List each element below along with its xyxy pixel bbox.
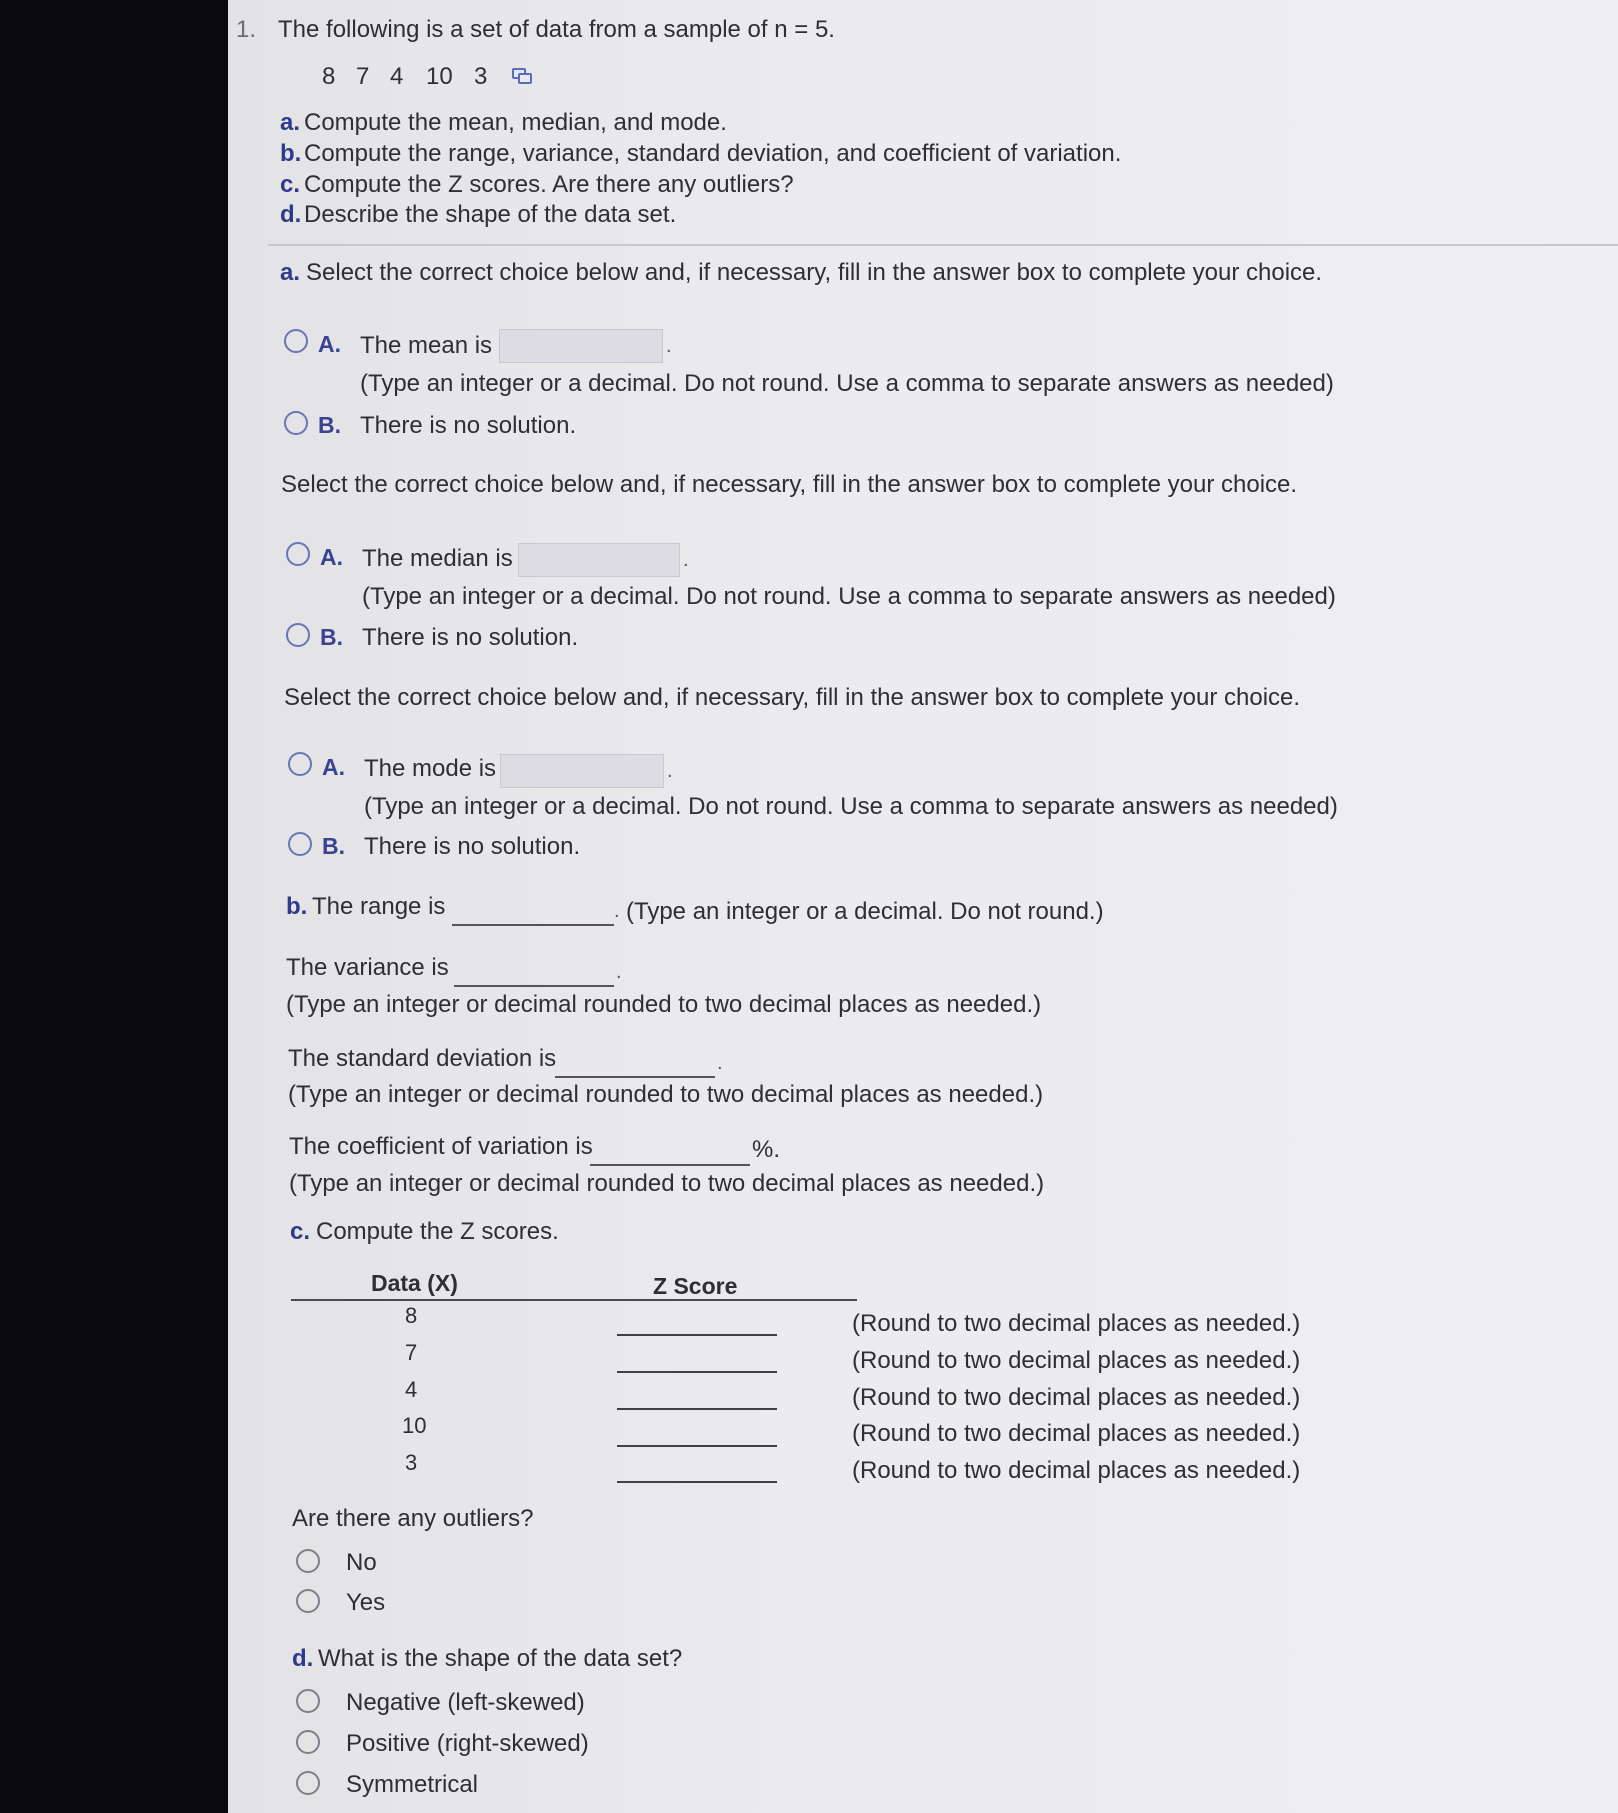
- mean-choice-b-radio[interactable]: [284, 411, 308, 435]
- mean-choice-b-letter: B.: [318, 412, 341, 438]
- range-answer-field[interactable]: [452, 924, 614, 926]
- part-c-letter: c.: [290, 1218, 311, 1245]
- part-a-instruction: Select the correct choice below and, if necessary, fill in the answer box to complete your choice.: [306, 259, 1323, 286]
- z-score-field[interactable]: [617, 1408, 777, 1410]
- part-a-letter: a.: [280, 259, 301, 286]
- median-instruction: Select the correct choice below and, if necessary, fill in the answer box to complete your choice.: [281, 471, 1298, 498]
- data-x: 7: [405, 1340, 418, 1365]
- median-answer-box[interactable]: [518, 543, 680, 577]
- cv-answer-field[interactable]: [590, 1164, 750, 1166]
- shape-symmetrical-radio[interactable]: [296, 1771, 320, 1795]
- mean-choice-b-text: There is no solution.: [360, 412, 577, 439]
- mode-choice-a-letter: A.: [322, 754, 345, 780]
- part-letter: c.: [280, 171, 301, 198]
- median-choice-b-text: There is no solution.: [362, 624, 579, 651]
- variance-label: The variance is: [286, 954, 449, 981]
- z-score-field[interactable]: [617, 1445, 777, 1447]
- median-choice-b-letter: B.: [320, 624, 343, 650]
- std-answer-field[interactable]: [555, 1076, 715, 1078]
- variance-hint: (Type an integer or decimal rounded to two decimal places as needed.): [286, 991, 1042, 1018]
- data-x: 8: [405, 1303, 418, 1328]
- z-score-field[interactable]: [617, 1371, 777, 1373]
- cv-label: The coefficient of variation is: [289, 1133, 593, 1160]
- median-choice-a-radio[interactable]: [286, 542, 310, 566]
- z-score-field[interactable]: [617, 1481, 777, 1483]
- variance-answer-field[interactable]: [454, 985, 614, 987]
- data-x: 4: [405, 1377, 418, 1402]
- data-value: 7: [356, 63, 370, 90]
- part-letter: b.: [280, 140, 302, 167]
- data-value: 4: [390, 63, 404, 90]
- data-value: 8: [322, 63, 336, 90]
- outlier-yes-radio[interactable]: [296, 1589, 320, 1613]
- range-hint: (Type an integer or a decimal. Do not round.): [626, 898, 1104, 925]
- median-choice-a-letter: A.: [320, 544, 343, 570]
- question-number: 1.: [236, 16, 257, 43]
- part-text: Compute the mean, median, and mode.: [304, 109, 727, 136]
- mode-choice-b-text: There is no solution.: [364, 833, 581, 860]
- range-label: The range is: [312, 893, 446, 920]
- copy-data-icon[interactable]: [512, 68, 534, 84]
- part-b-letter: b.: [286, 893, 308, 920]
- median-choice-b-radio[interactable]: [286, 623, 310, 647]
- std-label: The standard deviation is: [288, 1045, 557, 1072]
- z-hint: (Round to two decimal places as needed.): [852, 1310, 1301, 1337]
- median-hint: (Type an integer or a decimal. Do not round. Use a comma to separate answers as needed): [362, 583, 1336, 610]
- data-x: 3: [405, 1450, 418, 1475]
- outlier-question: Are there any outliers?: [292, 1505, 534, 1532]
- part-letter: a.: [280, 109, 301, 136]
- mode-choice-a-text: The mode is: [364, 755, 497, 782]
- mean-answer-box[interactable]: [499, 329, 663, 363]
- z-hint: (Round to two decimal places as needed.): [852, 1384, 1301, 1411]
- mode-hint: (Type an integer or a decimal. Do not round. Use a comma to separate answers as needed): [364, 793, 1338, 820]
- z-hint: (Round to two decimal places as needed.): [852, 1347, 1301, 1374]
- shape-positive-radio[interactable]: [296, 1730, 320, 1754]
- col-header-data: Data (X): [371, 1270, 458, 1296]
- section-divider: [268, 244, 1618, 246]
- mean-choice-a-text: The mean is: [360, 332, 493, 359]
- data-value: 3: [474, 63, 488, 90]
- cv-hint: (Type an integer or decimal rounded to two decimal places as needed.): [289, 1170, 1045, 1197]
- outlier-no-label: No: [346, 1549, 377, 1576]
- outlier-yes-label: Yes: [346, 1589, 386, 1616]
- part-text: Compute the Z scores. Are there any outliers?: [304, 171, 794, 198]
- data-x: 10: [402, 1413, 427, 1438]
- part-d-question: What is the shape of the data set?: [318, 1645, 683, 1672]
- std-hint: (Type an integer or decimal rounded to two decimal places as needed.): [288, 1081, 1044, 1108]
- mean-hint: (Type an integer or a decimal. Do not round. Use a comma to separate answers as needed): [360, 370, 1334, 397]
- mode-answer-box[interactable]: [500, 754, 664, 788]
- mean-choice-a-radio[interactable]: [284, 329, 308, 353]
- shape-negative-radio[interactable]: [296, 1689, 320, 1713]
- homework-screen: 1. The following is a set of data from a sample of n = 5. 8 7 4 10 3 a. Compute the mean, median, and mode. b. Compute the range, variance, standard deviation, and coefficient of variation. c. Compute the Z scores. Are there any outliers? d. Describe the shape of the data set. a. Select the correct choice below and, if necessary, fill in the answer box to complete your choice. A. The mean is . (Type an integer or a decimal. Do not round. Use a comma to separate answers as needed) B. There is no solution. Select the correct choice below and, if necessary, fill in the answer box to complete your choice. A. The median is . (Type an integer or a decimal. Do not round. Use a comma to separate answers as needed) B. There is no solution. Select the correct choice below and, if necessary, fill in the answer box to complete your choice. A. The mode is . (Type an integer or a decimal. Do not round. Use a comma to separate answers as needed) B. There is no solution. b. The range is . (Type an integer or a decimal. Do not round.) The variance is . (Type an integer or decimal rounded to two decimal places as needed.) The standard deviation is . (Type an integer or decimal rounded to two decimal places as needed.) The coefficient of variation is %. (Type an integer or decimal rounded to two decimal places as needed.) c. Compute the Z scores. Data (X) Z Score 8 (Round to two decimal places as needed.) 7 (Round to two decimal places as needed.) 4 (Round to two decimal places as needed.) 10 (Round to two decimal places as needed.) 3 (Round to two decimal places as needed.) Are there any outliers? No Yes d. What is the shape of the data set? Negative (left-skewed) Positive (right-skewed) Symmetrical: [228, 0, 1618, 1813]
- part-d-letter: d.: [292, 1645, 314, 1672]
- mean-choice-a-letter: A.: [318, 331, 341, 357]
- question-prompt: The following is a set of data from a sample of n = 5.: [278, 16, 835, 43]
- shape-symmetrical-label: Symmetrical: [346, 1771, 479, 1798]
- part-text: Compute the range, variance, standard deviation, and coefficient of variation.: [304, 140, 1122, 167]
- part-letter: d.: [280, 201, 302, 228]
- z-hint: (Round to two decimal places as needed.): [852, 1457, 1301, 1484]
- z-hint: (Round to two decimal places as needed.): [852, 1420, 1301, 1447]
- median-choice-a-text: The median is: [362, 545, 513, 572]
- shape-negative-label: Negative (left-skewed): [346, 1689, 585, 1716]
- z-score-field[interactable]: [617, 1334, 777, 1336]
- shape-positive-label: Positive (right-skewed): [346, 1730, 589, 1757]
- col-header-z: Z Score: [653, 1273, 738, 1299]
- cv-unit: %.: [752, 1136, 781, 1163]
- mode-instruction: Select the correct choice below and, if necessary, fill in the answer box to complete your choice.: [284, 684, 1301, 711]
- part-c-title: Compute the Z scores.: [316, 1218, 559, 1245]
- data-value: 10: [426, 63, 453, 90]
- outlier-no-radio[interactable]: [296, 1549, 320, 1573]
- mode-choice-a-radio[interactable]: [288, 752, 312, 776]
- mode-choice-b-letter: B.: [322, 833, 345, 859]
- table-header-rule: [291, 1299, 857, 1301]
- part-text: Describe the shape of the data set.: [304, 201, 677, 228]
- mode-choice-b-radio[interactable]: [288, 832, 312, 856]
